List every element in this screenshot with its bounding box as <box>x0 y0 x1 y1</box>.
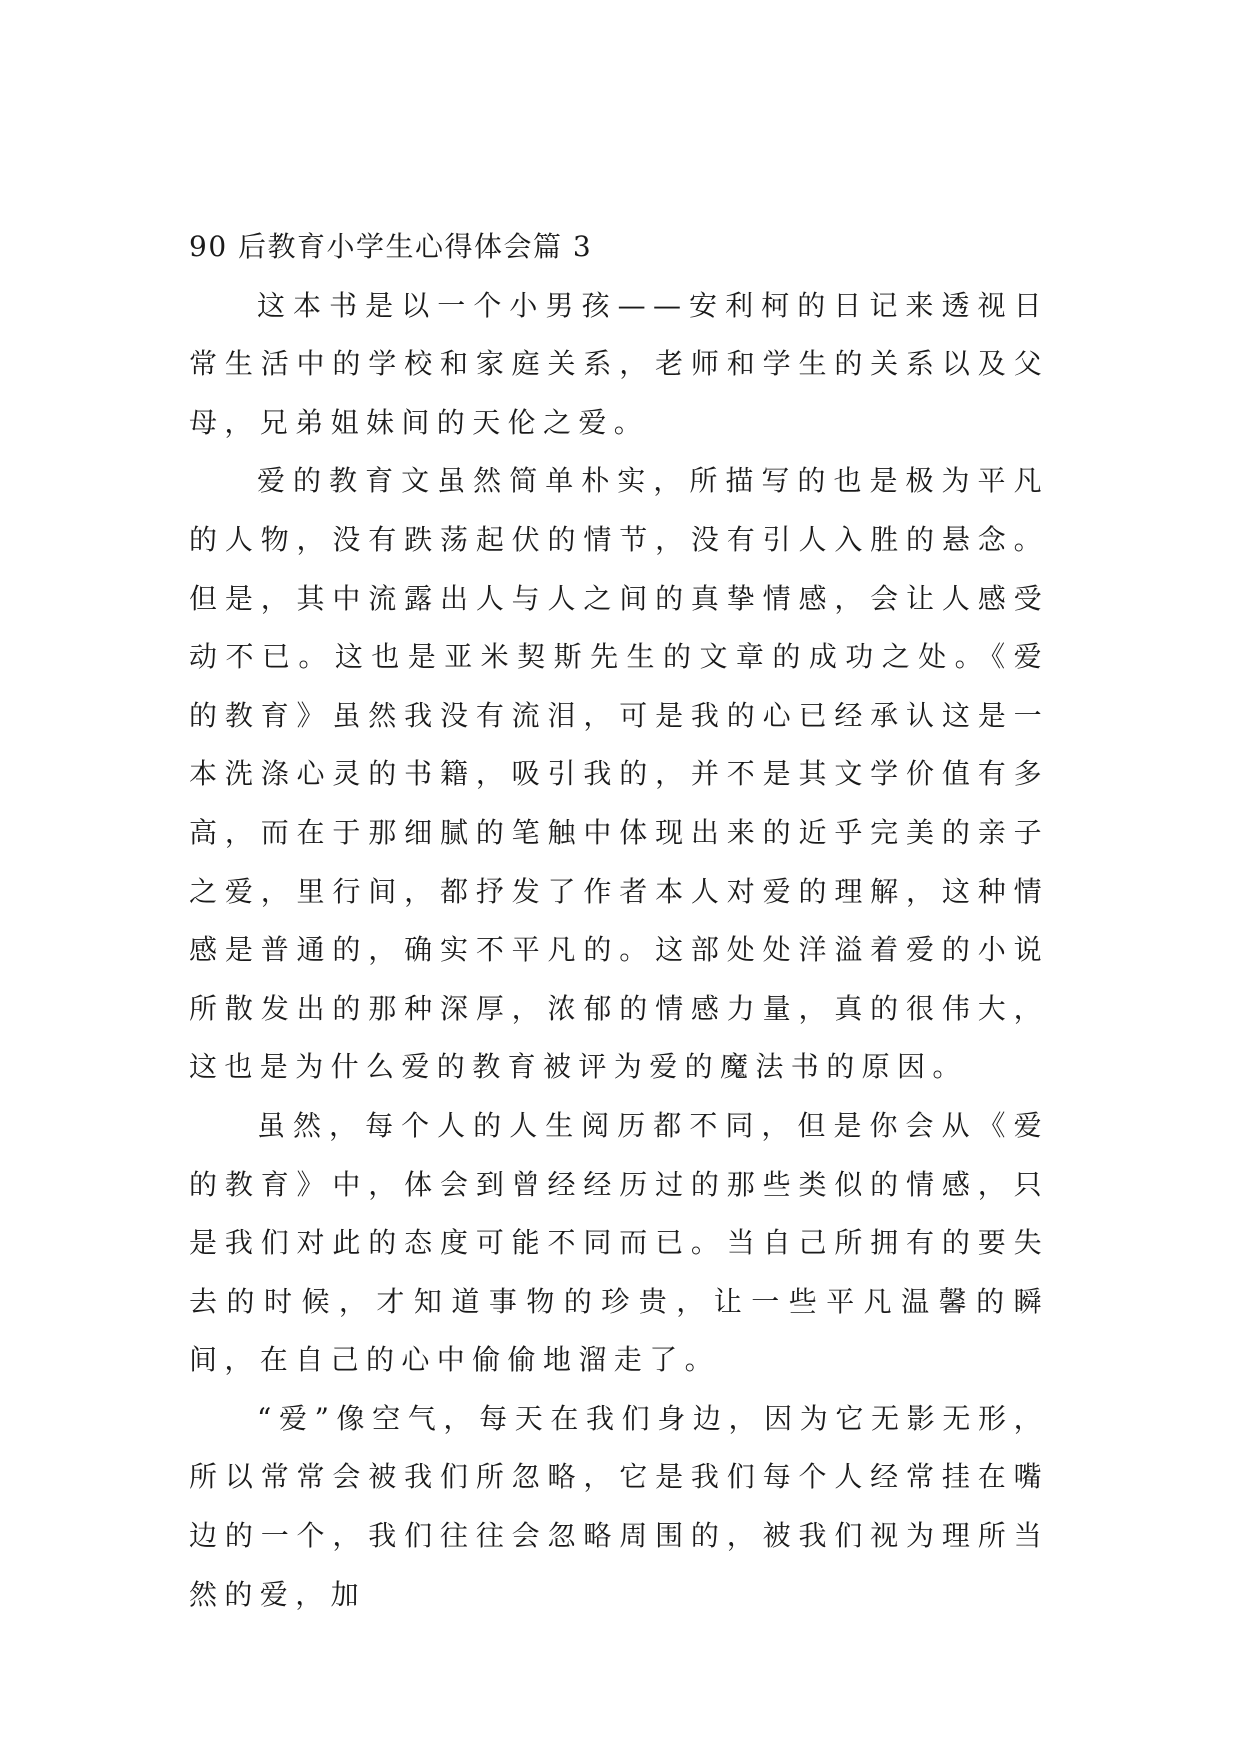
paragraph: “爱”像空气，每天在我们身边，因为它无影无形，所以常常会被我们所忽略，它是我们每个人经常挂在嘴边的一个，我们往往会忽略周围的，被我们视为理所当然的爱，加 <box>189 1401 1049 1611</box>
paragraph: 这本书是以一个小男孩——安利柯的日记来透视日常生活中的学校和家庭关系，老师和学生的关系以及父母，兄弟姐妹间的天伦之爱。 <box>189 288 1049 439</box>
paragraph: 虽然，每个人的人生阅历都不同，但是你会从《爱的教育》中，体会到曾经经历过的那些类似的情感，只是我们对此的态度可能不同而已。当自己所拥有的要失去的时候，才知道事物的珍贵，让一些平凡温馨的瞬间，在自己的心中偷偷地溜走了。 <box>189 1108 1049 1377</box>
document-body <box>189 218 1049 1624</box>
document-title: 90 后教育小学生心得体会篇 3 <box>189 230 593 263</box>
paragraph: 爱的教育文虽然简单朴实，所描写的也是极为平凡的人物，没有跌荡起伏的情节，没有引人入胜的悬念。但是，其中流露出人与人之间的真挚情感，会让人感受动不已。这也是亚米契斯先生的文章的成功之处。《爱的教育》虽然我没有流泪，可是我的心已经承认这是一本洗涤心灵的书籍，吸引我的，并不是其文学价值有多高，而在于那细腻的笔触中体现出来的近乎完美的亲子之爱，里行间，都抒发了作者本人对爱的理解，这种情感是普通的，确实不平凡的。这部处处洋溢着爱的小说所散发出的那种深厚，浓郁的情感力量，真的很伟大，这也是为什么爱的教育被评为爱的魔法书的原因。 <box>189 464 1049 1084</box>
